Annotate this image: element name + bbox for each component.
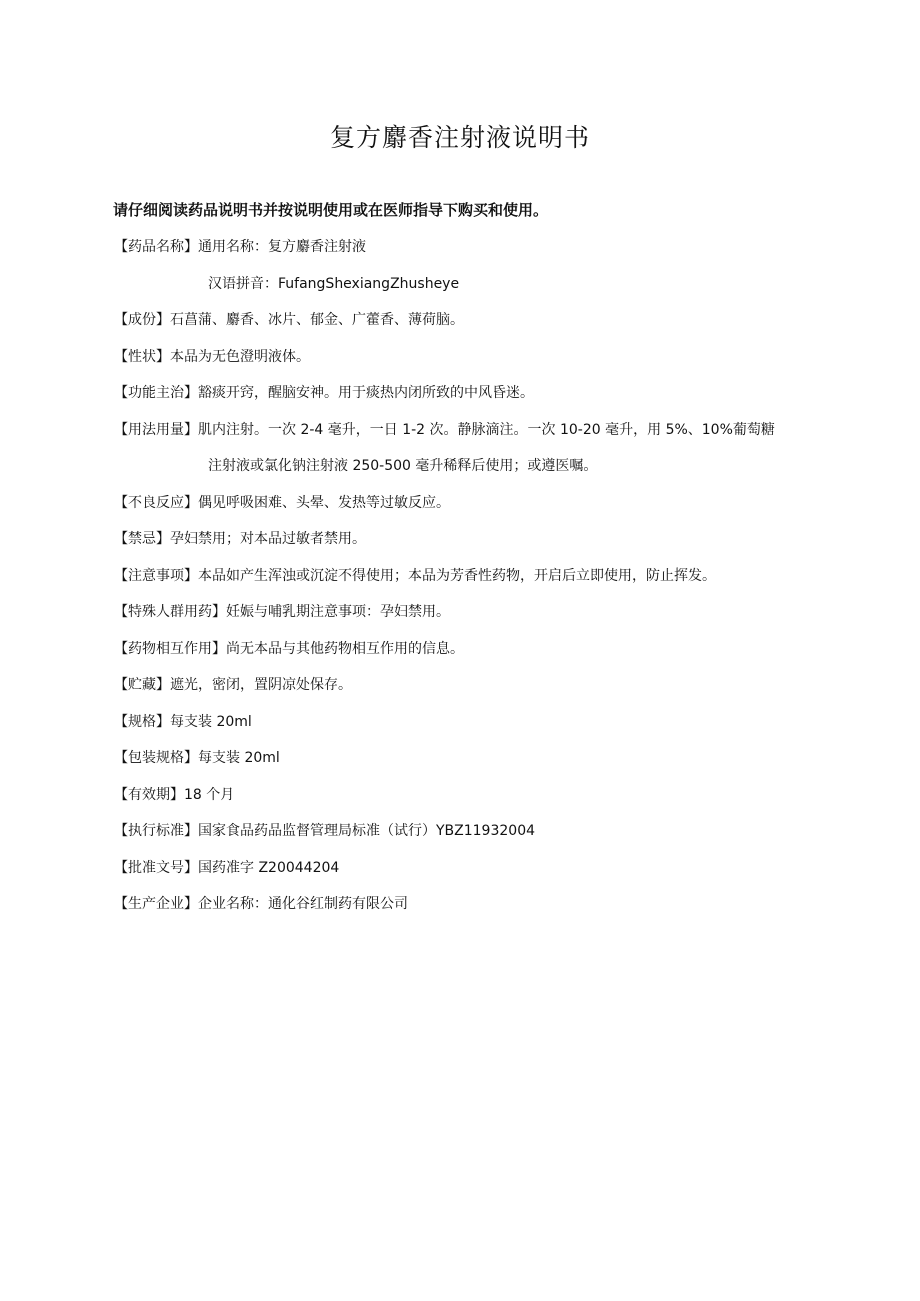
shelf-life-line: 【有效期】18 个月	[114, 786, 235, 803]
document-title: 复方麝香注射液说明书	[329, 123, 590, 152]
drug-interactions-line: 【药物相互作用】尚无本品与其他药物相互作用的信息。	[114, 640, 464, 657]
drug-name-line: 【药品名称】通用名称：复方麝香注射液	[114, 239, 366, 255]
approval-number-line: 【批准文号】国药准字 Z20044204	[114, 859, 340, 876]
dosage-line: 【用法用量】肌内注射。一次 2-4 毫升，一日 1-2 次。静脉滴注。一次 10-20 毫升，用 5%、10%葡萄糖	[114, 421, 775, 438]
reading-notice: 请仔细阅读药品说明书并按说明使用或在医师指导下购买和使用。	[113, 201, 549, 219]
indications-line: 【功能主治】豁痰开窍，醒脑安神。用于痰热内闭所致的中风昏迷。	[114, 385, 534, 401]
contraindications-line: 【禁忌】孕妇禁用；对本品过敏者禁用。	[114, 531, 366, 547]
ingredients-line: 【成份】石菖蒲、麝香、冰片、郁金、广藿香、薄荷脑。	[114, 312, 464, 328]
specification-line: 【规格】每支装 20ml	[114, 713, 252, 730]
manufacturer-line: 【生产企业】企业名称：通化谷红制药有限公司	[114, 896, 408, 912]
dosage-continuation-line: 注射液或氯化钠注射液 250-500 毫升稀释后使用；或遵医嘱。	[208, 458, 598, 474]
description-line: 【性状】本品为无色澄明液体。	[114, 348, 310, 365]
pinyin-line: 汉语拼音：FufangShexiangZhusheye	[208, 275, 460, 292]
document-body	[114, 233, 834, 927]
package-specification-line: 【包装规格】每支装 20ml	[114, 750, 280, 766]
precautions-line: 【注意事项】本品如产生浑浊或沉淀不得使用；本品为芳香性药物，开启后立即使用，防止挥发。	[114, 567, 716, 584]
storage-line: 【贮藏】遮光，密闭，置阴凉处保存。	[114, 677, 352, 693]
special-populations-line: 【特殊人群用药】妊娠与哺乳期注意事项：孕妇禁用。	[114, 604, 450, 620]
adverse-reactions-line: 【不良反应】偶见呼吸困难、头晕、发热等过敏反应。	[114, 494, 450, 511]
standard-line: 【执行标准】国家食品药品监督管理局标准（试行）YBZ11932004	[114, 823, 536, 839]
